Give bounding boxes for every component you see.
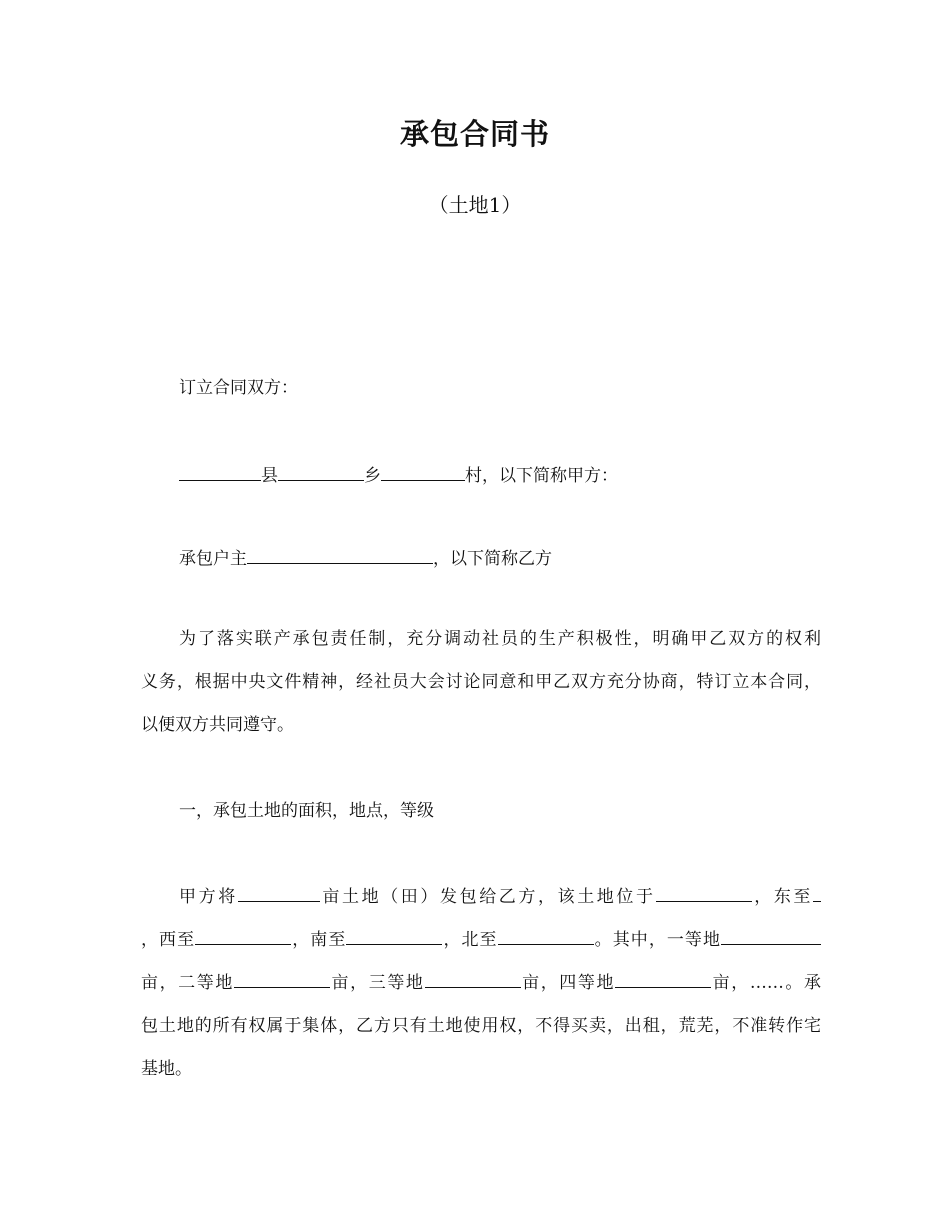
- text-run: 亩，四等地: [520, 973, 616, 993]
- text-run: ，西至: [141, 930, 196, 950]
- parties-heading: 订立合同双方：: [179, 378, 298, 398]
- text-run: ，南至: [291, 930, 347, 950]
- preamble-paragraph: [141, 618, 821, 747]
- south-blank: [346, 929, 442, 945]
- township-suffix: 乡: [364, 466, 381, 486]
- township-blank: [278, 465, 364, 481]
- east-blank: [813, 886, 821, 902]
- document-title: 承包合同书: [399, 117, 550, 151]
- text-run: 。其中，一等地: [593, 930, 722, 950]
- section-1-line: 基地。: [141, 1059, 192, 1079]
- text-run: 亩，三等地: [329, 973, 425, 993]
- county-blank: [179, 465, 261, 481]
- text-run: ，东至: [751, 887, 814, 907]
- section-1-line: [141, 962, 821, 1005]
- county-suffix: 县: [261, 466, 278, 486]
- text-run: ，北至: [442, 930, 498, 950]
- grade-1-blank: [721, 929, 821, 945]
- party-b-prefix: 承包户主: [179, 549, 247, 569]
- text-run: 亩，二等地: [141, 973, 234, 993]
- text-run: 亩土地（田）发包给乙方，该土地位于: [319, 887, 656, 907]
- section-1-paragraph: [141, 876, 821, 1091]
- preamble-line: 以便双方共同遵守。: [141, 715, 294, 735]
- north-blank: [498, 929, 594, 945]
- grade-2-blank: [234, 972, 330, 988]
- section-1-line: 包土地的所有权属于集体，乙方只有土地使用权，不得买卖，出租，荒芜，不准转作宅: [141, 1016, 821, 1036]
- household-head-blank: [247, 548, 433, 564]
- party-a-line: [179, 465, 618, 485]
- party-b-suffix: ，以下简称乙方: [433, 549, 552, 569]
- grade-4-blank: [615, 972, 711, 988]
- text-run: 甲方将: [179, 887, 238, 907]
- text-run: 亩，……。承: [711, 973, 822, 993]
- area-blank: [238, 886, 320, 902]
- grade-3-blank: [425, 972, 521, 988]
- west-blank: [195, 929, 291, 945]
- village-blank: [381, 465, 465, 481]
- document-subtitle: （土地1）: [428, 193, 522, 217]
- location-blank: [656, 886, 752, 902]
- section-1-heading: 一，承包土地的面积，地点，等级: [179, 801, 434, 821]
- preamble-line: 为了落实联产承包责任制，充分调动社员的生产积极性，明确甲乙双方的权利: [179, 629, 821, 649]
- village-suffix: 村，以下简称甲方：: [465, 466, 618, 486]
- section-1-line: [141, 919, 821, 962]
- party-b-line: [179, 548, 552, 568]
- preamble-line: 义务，根据中央文件精神，经社员大会讨论同意和甲乙双方充分协商，特订立本合同，: [141, 672, 821, 692]
- section-1-line: [141, 876, 821, 919]
